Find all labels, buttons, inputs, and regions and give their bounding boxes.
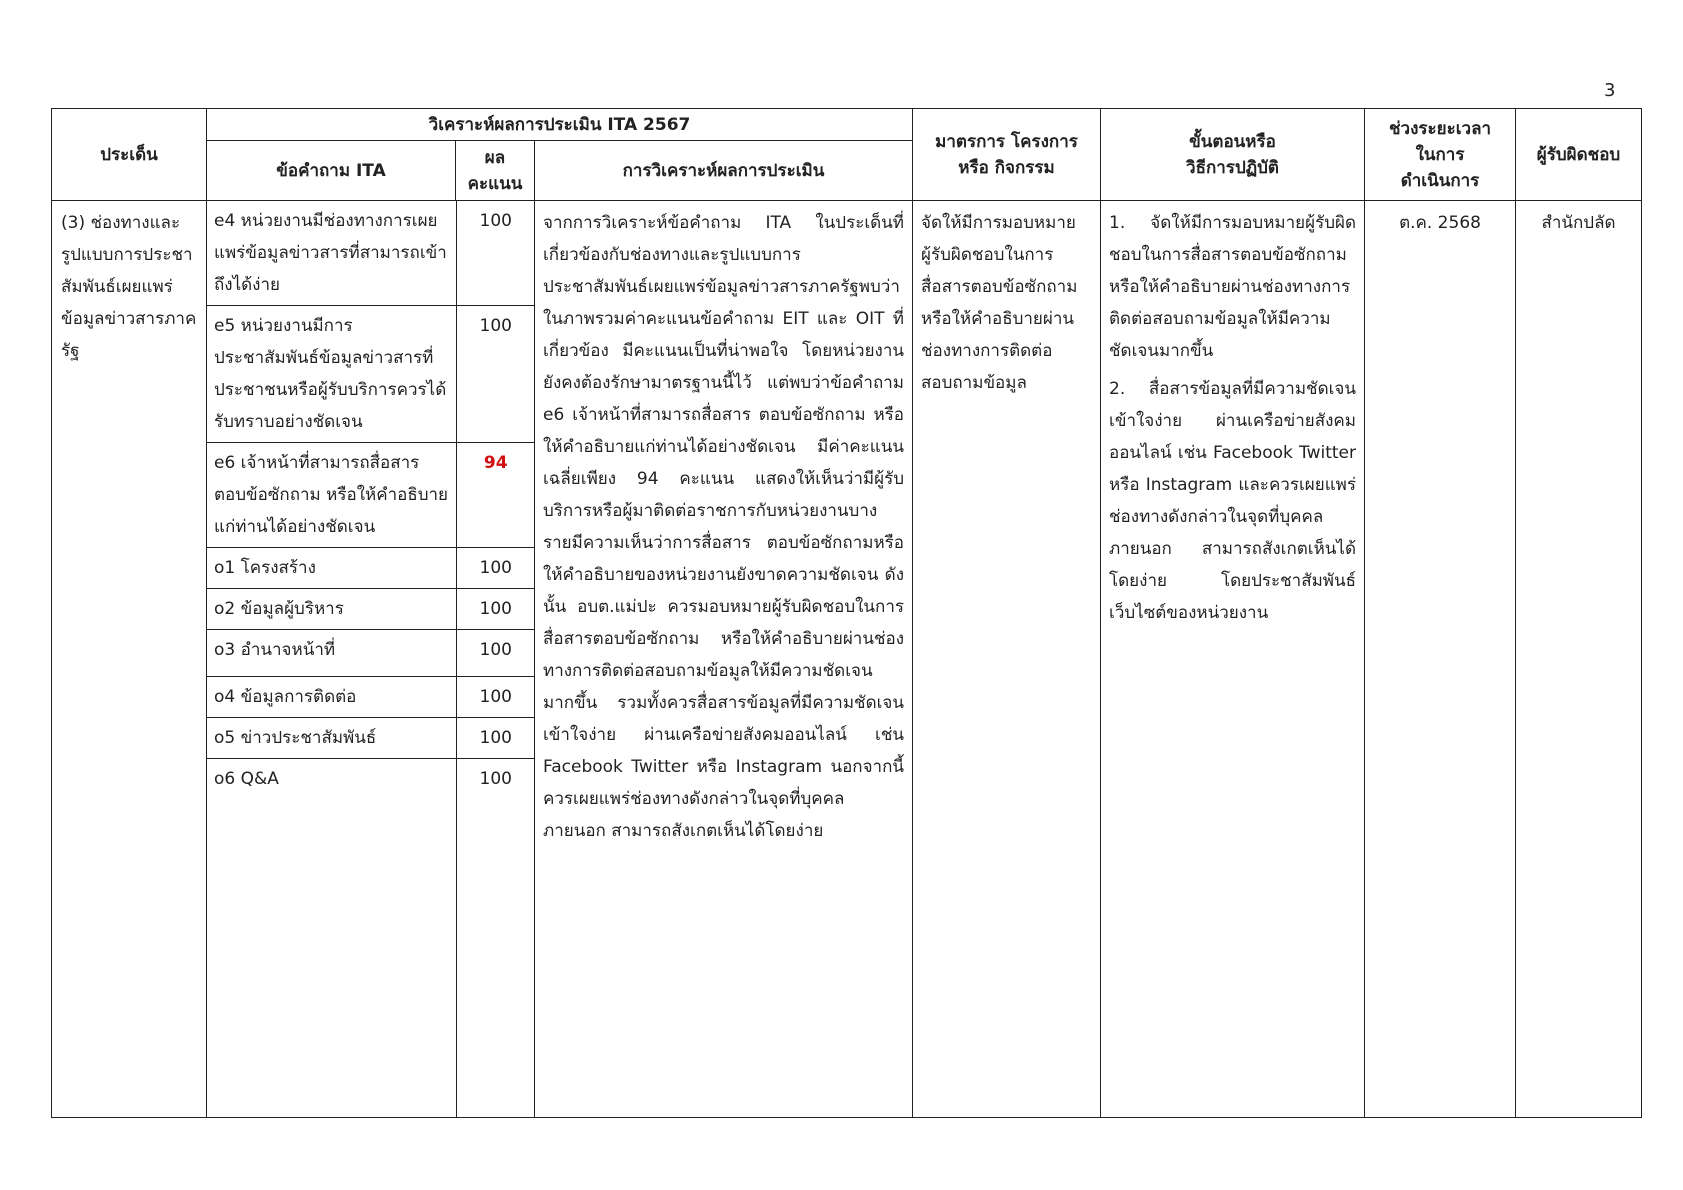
question-o4: o4 ข้อมูลการติดต่อ [207, 677, 456, 718]
score-e5: 100 [456, 306, 535, 443]
header-period [1365, 109, 1516, 201]
period-text: ต.ค. 2568 [1399, 213, 1481, 233]
step-1-text: 1. จัดให้มีการมอบหมายผู้รับผิดชอบในการสื่อสารตอบข้อซักถาม หรือให้คำอธิบายผ่านช่องทางการติดต่อสอบถามข้อมูลให้มีความชัดเจนมากขึ้น [1109, 213, 1357, 361]
question-o2: o2 ข้อมูลผู้บริหาร [207, 589, 456, 630]
table-row [207, 589, 535, 630]
header-steps [1101, 109, 1365, 201]
table-row [207, 443, 535, 548]
header-issue: ประเด็น [52, 109, 207, 201]
header-analysis: การวิเคราะห์ผลการประเมิน [535, 141, 913, 201]
questions-cell [207, 201, 535, 1118]
question-e6: e6 เจ้าหน้าที่สามารถสื่อสาร ตอบข้อซักถาม หรือให้คำอธิบายแก่ท่านได้อย่างชัดเจน [207, 443, 456, 548]
table-row [207, 718, 535, 759]
score-o4: 100 [456, 677, 535, 718]
steps-cell [1101, 201, 1365, 1118]
score-o5: 100 [456, 718, 535, 759]
issue-cell [52, 201, 207, 1118]
question-e5: e5 หน่วยงานมีการประชาสัมพันธ์ข้อมูลข่าวสารที่ประชาชนหรือผู้รับบริการควรได้รับทราบอย่างชัดเจน [207, 306, 456, 443]
score-o3: 100 [456, 630, 535, 677]
score-o1: 100 [456, 548, 535, 589]
table-row [207, 630, 535, 677]
header-period-line3: ดำเนินการ [1400, 170, 1480, 191]
question-score-divider [456, 201, 457, 1117]
header-score-line1: ผล [484, 147, 506, 168]
header-measure [913, 109, 1101, 201]
header-steps-line2: วิธีการปฏิบัติ [1186, 157, 1279, 178]
responsible-cell [1516, 201, 1642, 1118]
header-score-line2: คะแนน [467, 173, 523, 194]
question-o1: o1 โครงสร้าง [207, 548, 456, 589]
period-cell [1365, 201, 1516, 1118]
analysis-text: จากการวิเคราะห์ข้อคำถาม ITA ในประเด็นที่เกี่ยวข้องกับช่องทางและรูปแบบการประชาสัมพันธ์เผยแพร่ข้อมูลข่าวสารภาครัฐพบว่าในภาพรวมค่าคะแนนข้อคำถาม EIT และ OIT ที่เกี่ยวข้อง มีคะแนนเป็นที่น่าพอใจ โดยหน่วยงานยังคงต้องรักษามาตรฐานนี้ไว้ แต่พบว่าข้อคำถาม e6 เจ้าหน้าที่สามารถสื่อสาร ตอบข้อซักถาม หรือให้คำอธิบายแก่ท่านได้อย่างชัดเจน มีค่าคะแนนเฉลี่ยเพียง 94 คะแนน แสดงให้เห็นว่ามีผู้รับบริการหรือผู้มาติดต่อราชการกับหน่วยงานบางรายมีความเห็นว่าการสื่อสาร ตอบข้อซักถามหรือให้คำอธิบายของหน่วยงานยังขาดความชัดเจน ดังนั้น อบต.แม่ปะ ควรมอบหมายผู้รับผิดชอบในการสื่อสารตอบข้อซักถาม หรือให้คำอธิบายผ่านช่อง ทางการติดต่อสอบถามข้อมูลให้มีความชัดเจน มากขึ้น รวมทั้งควรสื่อสารข้อมูลที่มีความชัดเจน เข้าใจง่าย ผ่านเครือข่ายสังคมออนไลน์ เช่น Facebook Twitter หรือ Instagram นอกจากนี้ ควรเผยแพร่ช่องทางดังกล่าวในจุดที่บุคคลภายนอก สามารถสังเกตเห็นได้โดยง่าย [543, 213, 905, 841]
question-o5: o5 ข่าวประชาสัมพันธ์ [207, 718, 456, 759]
step-2-text: 2. สื่อสารข้อมูลที่มีความชัดเจนเข้าใจง่าย ผ่านเครือข่ายสังคมออนไลน์ เช่น Facebook Twitter หรือ Instagram และควรเผยแพร่ช่องทางดังกล่าวในจุดที่บุคคลภายนอก สามารถสังเกตเห็นได้โดยง่าย โดยประชาสัมพันธ์เว็บไซต์ของหน่วยงาน [1109, 379, 1357, 623]
question-o3: o3 อำนาจหน้าที่ [207, 630, 456, 677]
header-period-line1: ช่วงระยะเวลา [1388, 118, 1492, 139]
page-number: 3 [1604, 80, 1616, 101]
header-period-line2: ในการ [1415, 144, 1465, 165]
measure-text: จัดให้มีการมอบหมายผู้รับผิดชอบในการสื่อสารตอบข้อซักถามหรือให้คำอธิบายผ่านช่องทางการติดต่อสอบถามข้อมูล [921, 213, 1078, 393]
score-e4: 100 [456, 201, 535, 306]
score-o6: 100 [479, 769, 512, 789]
table-row [207, 759, 535, 800]
ita-analysis-table [51, 108, 1642, 1118]
header-analysis-group: วิเคราะห์ผลการประเมิน ITA 2567 [207, 109, 913, 141]
header-responsible: ผู้รับผิดชอบ [1516, 109, 1642, 201]
table-row [207, 306, 535, 443]
question-e4: e4 หน่วยงานมีช่องทางการเผยแพร่ข้อมูลข่าวสารที่สามารถเข้าถึงได้ง่าย [207, 201, 456, 306]
header-question: ข้อคำถาม ITA [207, 141, 456, 201]
table-row [207, 677, 535, 718]
header-measure-line2: หรือ กิจกรรม [958, 157, 1055, 178]
header-measure-line1: มาตรการ โครงการ [935, 131, 1078, 152]
analysis-cell [535, 201, 913, 1118]
question-o6: o6 Q&A [207, 759, 456, 800]
header-score [456, 141, 535, 201]
questions-list [207, 201, 535, 799]
table-row [207, 201, 535, 306]
table-row [207, 548, 535, 589]
issue-text: (3) ช่องทางและรูปแบบการประชา สัมพันธ์เผยแพร่ข้อมูลข่าวสารภาครัฐ [61, 213, 197, 361]
header-steps-line1: ขั้นตอนหรือ [1189, 131, 1276, 152]
responsible-text: สำนักปลัด [1541, 213, 1616, 233]
measure-cell [913, 201, 1101, 1118]
score-e6: 94 [456, 443, 535, 548]
score-o2: 100 [456, 589, 535, 630]
